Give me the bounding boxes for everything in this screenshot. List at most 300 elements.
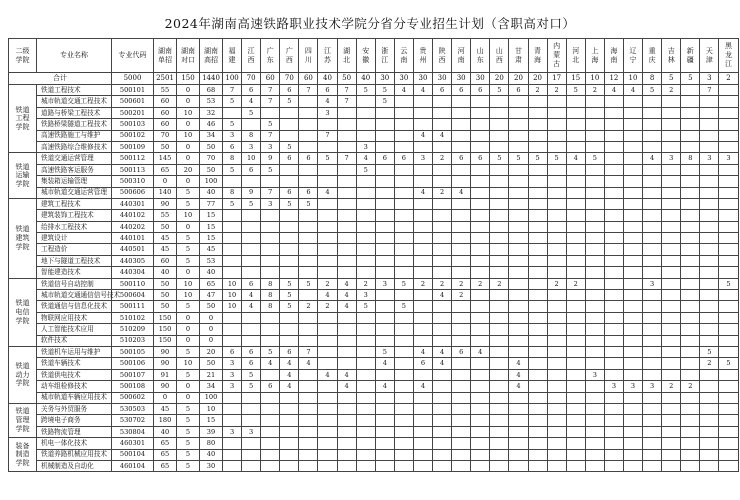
major-code: 530804 <box>112 426 154 437</box>
quota-cell: 5 <box>280 96 299 107</box>
quota-cell <box>585 301 604 312</box>
total-cell: 8 <box>643 73 662 85</box>
quota-cell <box>299 267 318 278</box>
quota-cell <box>719 130 738 141</box>
table-row <box>9 221 739 232</box>
quota-cell: 5 <box>566 85 585 96</box>
quota-cell: 55 <box>154 85 177 96</box>
quota-cell <box>375 244 394 255</box>
major-code: 500601 <box>112 96 154 107</box>
quota-cell <box>223 255 242 266</box>
quota-cell <box>643 244 662 255</box>
quota-cell: 10 <box>223 278 242 289</box>
quota-cell <box>280 221 299 232</box>
quota-cell <box>413 141 432 152</box>
quota-cell: 6 <box>242 358 261 369</box>
quota-cell <box>471 324 490 335</box>
quota-cell <box>547 381 566 392</box>
column-header: 广 西 <box>280 39 299 73</box>
quota-cell <box>433 426 452 437</box>
quota-cell <box>700 130 719 141</box>
quota-cell <box>681 221 700 232</box>
quota-cell <box>604 233 623 244</box>
quota-cell <box>662 130 681 141</box>
quota-cell <box>337 141 356 152</box>
quota-cell: 100 <box>200 392 223 403</box>
quota-cell: 5 <box>643 85 662 96</box>
table-row <box>9 233 739 244</box>
quota-cell: 4 <box>471 346 490 357</box>
quota-cell: 5 <box>719 278 738 289</box>
quota-cell <box>547 335 566 346</box>
quota-cell <box>280 107 299 118</box>
table-row <box>9 198 739 209</box>
document-title: 2024年湖南高速铁路职业技术学院分省分专业招生计划（含职高对口） <box>164 16 576 31</box>
quota-cell <box>375 438 394 449</box>
quota-cell: 7 <box>337 85 356 96</box>
quota-cell <box>643 130 662 141</box>
quota-cell <box>223 176 242 187</box>
quota-cell: 7 <box>299 85 318 96</box>
quota-cell <box>337 119 356 130</box>
column-header: 江 西 <box>242 39 261 73</box>
quota-cell: 8 <box>242 130 261 141</box>
quota-cell: 5 <box>280 141 299 152</box>
quota-cell: 2 <box>413 278 432 289</box>
quota-cell: 10 <box>177 210 200 221</box>
quota-cell <box>433 164 452 175</box>
quota-cell <box>585 244 604 255</box>
table-row <box>9 290 739 301</box>
total-cell: 5 <box>662 73 681 85</box>
quota-cell: 6 <box>223 346 242 357</box>
quota-cell <box>623 335 642 346</box>
quota-cell <box>681 130 700 141</box>
quota-cell <box>318 176 337 187</box>
quota-cell <box>394 176 413 187</box>
quota-cell: 4 <box>318 369 337 380</box>
quota-cell <box>490 210 509 221</box>
quota-cell <box>471 198 490 209</box>
quota-cell <box>604 176 623 187</box>
column-header: 辽 宁 <box>623 39 642 73</box>
quota-cell: 53 <box>200 255 223 266</box>
quota-cell <box>261 369 280 380</box>
table-row <box>9 85 739 96</box>
quota-cell <box>566 141 585 152</box>
quota-cell <box>299 176 318 187</box>
quota-cell <box>623 290 642 301</box>
quota-cell <box>585 130 604 141</box>
quota-cell: 3 <box>585 369 604 380</box>
quota-cell <box>337 130 356 141</box>
table-row <box>9 449 739 460</box>
quota-cell <box>280 312 299 323</box>
quota-cell <box>662 187 681 198</box>
major-code: 510203 <box>112 335 154 346</box>
quota-cell <box>700 96 719 107</box>
quota-cell <box>509 221 528 232</box>
quota-cell: 4 <box>394 85 413 96</box>
table-row <box>9 460 739 471</box>
major-name: 铁路桥梁隧道工程技术 <box>37 119 112 130</box>
table-row <box>9 335 739 346</box>
major-name: 铁道工程技术 <box>37 85 112 96</box>
quota-cell <box>490 438 509 449</box>
major-code: 500113 <box>112 164 154 175</box>
quota-cell: 6 <box>223 141 242 152</box>
quota-cell <box>700 290 719 301</box>
quota-cell <box>394 403 413 414</box>
quota-cell <box>471 233 490 244</box>
quota-cell <box>375 176 394 187</box>
quota-cell: 45 <box>200 244 223 255</box>
quota-cell: 4 <box>337 278 356 289</box>
quota-cell <box>394 358 413 369</box>
quota-cell <box>566 415 585 426</box>
quota-cell <box>604 255 623 266</box>
quota-cell: 4 <box>356 153 375 164</box>
quota-cell: 5 <box>280 301 299 312</box>
quota-cell <box>528 324 547 335</box>
quota-cell <box>375 233 394 244</box>
quota-cell: 0 <box>154 392 177 403</box>
quota-cell <box>299 312 318 323</box>
quota-cell <box>547 130 566 141</box>
quota-cell: 5 <box>177 460 200 471</box>
major-name: 铁道通信与信息化技术 <box>37 301 112 312</box>
quota-cell <box>719 346 738 357</box>
total-cell: 50 <box>337 73 356 85</box>
quota-cell <box>547 438 566 449</box>
quota-cell <box>662 301 681 312</box>
major-code: 500310 <box>112 176 154 187</box>
quota-cell <box>471 255 490 266</box>
quota-cell <box>681 312 700 323</box>
column-header: 贵 州 <box>413 39 432 73</box>
total-cell: 10 <box>585 73 604 85</box>
quota-cell: 5 <box>700 346 719 357</box>
major-name: 人工智能技术应用 <box>37 324 112 335</box>
quota-cell <box>681 141 700 152</box>
quota-cell: 2 <box>547 278 566 289</box>
major-code: 440501 <box>112 244 154 255</box>
quota-cell: 0 <box>200 312 223 323</box>
quota-cell <box>509 324 528 335</box>
quota-cell <box>299 415 318 426</box>
quota-cell <box>566 346 585 357</box>
quota-cell: 0 <box>177 312 200 323</box>
major-name: 集装箱运输管理 <box>37 176 112 187</box>
quota-cell <box>662 426 681 437</box>
quota-cell <box>509 312 528 323</box>
quota-cell <box>261 255 280 266</box>
major-name: 铁道供电技术 <box>37 369 112 380</box>
quota-cell <box>433 449 452 460</box>
quota-cell <box>261 460 280 471</box>
column-header: 山 西 <box>490 39 509 73</box>
quota-cell <box>681 267 700 278</box>
quota-cell <box>585 438 604 449</box>
quota-cell <box>413 403 432 414</box>
quota-cell <box>490 176 509 187</box>
quota-cell <box>719 85 738 96</box>
quota-cell <box>356 221 375 232</box>
quota-cell <box>413 301 432 312</box>
quota-cell <box>242 438 261 449</box>
quota-cell <box>623 164 642 175</box>
quota-cell <box>413 176 432 187</box>
quota-cell: 65 <box>154 449 177 460</box>
quota-cell: 5 <box>223 198 242 209</box>
quota-cell <box>490 426 509 437</box>
total-cell: 2501 <box>154 73 177 85</box>
quota-cell <box>299 130 318 141</box>
quota-cell <box>299 392 318 403</box>
quota-cell <box>585 324 604 335</box>
quota-cell: 2 <box>299 301 318 312</box>
quota-cell <box>681 392 700 403</box>
quota-cell <box>566 358 585 369</box>
quota-cell <box>337 426 356 437</box>
quota-cell <box>223 210 242 221</box>
quota-cell <box>375 290 394 301</box>
major-name: 铁道交通运营管理 <box>37 153 112 164</box>
quota-cell <box>528 426 547 437</box>
quota-cell <box>700 278 719 289</box>
quota-cell <box>394 130 413 141</box>
quota-cell: 6 <box>509 85 528 96</box>
table-row <box>9 403 739 414</box>
quota-cell <box>700 369 719 380</box>
header-row <box>9 39 739 73</box>
quota-cell <box>413 221 432 232</box>
quota-cell <box>242 403 261 414</box>
quota-cell: 5 <box>280 278 299 289</box>
quota-cell <box>299 107 318 118</box>
table-row <box>9 267 739 278</box>
total-cell: 10 <box>623 73 642 85</box>
quota-cell <box>623 392 642 403</box>
quota-cell: 6 <box>242 346 261 357</box>
quota-cell: 90 <box>154 358 177 369</box>
quota-cell <box>452 403 471 414</box>
quota-cell: 4 <box>337 369 356 380</box>
quota-cell <box>509 198 528 209</box>
quota-cell <box>318 210 337 221</box>
major-name: 工程造价 <box>37 244 112 255</box>
quota-cell: 8 <box>223 187 242 198</box>
quota-cell: 5 <box>177 346 200 357</box>
quota-cell <box>261 438 280 449</box>
quota-cell <box>623 153 642 164</box>
quota-cell <box>643 141 662 152</box>
quota-cell <box>280 255 299 266</box>
quota-cell <box>299 426 318 437</box>
quota-cell <box>662 244 681 255</box>
quota-cell <box>719 335 738 346</box>
quota-cell <box>471 141 490 152</box>
quota-cell <box>585 460 604 471</box>
quota-cell <box>623 130 642 141</box>
quota-cell: 5 <box>356 301 375 312</box>
quota-cell <box>280 403 299 414</box>
quota-cell <box>337 358 356 369</box>
quota-cell: 0 <box>200 324 223 335</box>
quota-cell <box>452 381 471 392</box>
total-cell: 30 <box>375 73 394 85</box>
quota-cell <box>662 392 681 403</box>
quota-cell: 4 <box>433 290 452 301</box>
quota-cell <box>413 210 432 221</box>
quota-cell <box>299 119 318 130</box>
quota-cell <box>356 438 375 449</box>
quota-cell <box>623 176 642 187</box>
quota-cell <box>490 119 509 130</box>
total-cell: 30 <box>452 73 471 85</box>
quota-cell: 5 <box>547 153 566 164</box>
major-name: 动车组检修技术 <box>37 381 112 392</box>
quota-cell <box>356 324 375 335</box>
quota-cell <box>528 358 547 369</box>
column-header: 广 东 <box>261 39 280 73</box>
quota-cell: 3 <box>242 141 261 152</box>
quota-cell: 46 <box>200 119 223 130</box>
quota-cell: 15 <box>200 221 223 232</box>
quota-cell: 3 <box>623 381 642 392</box>
quota-cell: 4 <box>413 187 432 198</box>
quota-cell <box>528 290 547 301</box>
major-code: 500604 <box>112 290 154 301</box>
quota-cell <box>318 164 337 175</box>
quota-cell <box>471 358 490 369</box>
total-label: 合计 <box>9 73 112 85</box>
quota-cell <box>223 335 242 346</box>
quota-cell: 6 <box>471 85 490 96</box>
quota-cell <box>566 392 585 403</box>
quota-cell: 5 <box>585 153 604 164</box>
quota-cell: 6 <box>299 153 318 164</box>
quota-cell <box>413 415 432 426</box>
quota-cell <box>585 403 604 414</box>
quota-cell <box>604 267 623 278</box>
total-cell: 17 <box>547 73 566 85</box>
quota-cell <box>528 221 547 232</box>
quota-cell: 3 <box>643 278 662 289</box>
quota-cell <box>375 255 394 266</box>
quota-cell: 6 <box>242 278 261 289</box>
quota-cell <box>452 438 471 449</box>
major-name: 智能建造技术 <box>37 267 112 278</box>
quota-cell <box>566 324 585 335</box>
quota-cell: 9 <box>242 187 261 198</box>
quota-cell: 45 <box>154 244 177 255</box>
quota-cell <box>490 381 509 392</box>
quota-cell: 0 <box>177 324 200 335</box>
quota-cell <box>490 301 509 312</box>
major-code: 440202 <box>112 221 154 232</box>
quota-cell <box>318 233 337 244</box>
quota-cell: 10 <box>177 358 200 369</box>
quota-cell: 6 <box>318 85 337 96</box>
quota-cell <box>318 358 337 369</box>
quota-cell <box>433 96 452 107</box>
quota-cell <box>261 267 280 278</box>
major-name: 机电一体化技术 <box>37 438 112 449</box>
quota-cell <box>509 176 528 187</box>
quota-cell <box>623 107 642 118</box>
quota-cell <box>394 187 413 198</box>
quota-cell <box>662 164 681 175</box>
quota-cell <box>394 290 413 301</box>
quota-cell: 2 <box>490 278 509 289</box>
total-cell: 60 <box>261 73 280 85</box>
major-name: 建筑设计 <box>37 233 112 244</box>
column-header: 青 海 <box>528 39 547 73</box>
quota-cell: 3 <box>223 358 242 369</box>
quota-cell: 4 <box>433 130 452 141</box>
quota-cell <box>643 415 662 426</box>
quota-cell: 3 <box>242 426 261 437</box>
major-name: 铁道养路机械应用技术 <box>37 449 112 460</box>
college-cell: 铁道 建筑 学院 <box>9 198 37 278</box>
quota-cell <box>662 210 681 221</box>
quota-cell <box>681 438 700 449</box>
quota-cell <box>490 312 509 323</box>
quota-cell <box>681 346 700 357</box>
quota-cell <box>413 233 432 244</box>
quota-cell <box>375 210 394 221</box>
quota-cell: 0 <box>177 221 200 232</box>
quota-cell <box>261 324 280 335</box>
quota-cell <box>452 369 471 380</box>
quota-cell <box>261 244 280 255</box>
total-cell: 5000 <box>112 73 154 85</box>
quota-cell <box>700 176 719 187</box>
quota-cell <box>681 233 700 244</box>
quota-cell <box>509 233 528 244</box>
total-cell: 30 <box>413 73 432 85</box>
quota-cell <box>681 460 700 471</box>
quota-cell: 4 <box>337 301 356 312</box>
quota-cell <box>356 255 375 266</box>
quota-cell <box>547 187 566 198</box>
quota-cell <box>528 210 547 221</box>
major-code: 510102 <box>112 312 154 323</box>
quota-cell: 3 <box>700 153 719 164</box>
quota-cell: 10 <box>242 153 261 164</box>
quota-cell <box>318 346 337 357</box>
quota-cell <box>356 176 375 187</box>
quota-cell <box>337 415 356 426</box>
quota-cell: 2 <box>585 85 604 96</box>
quota-cell: 10 <box>177 130 200 141</box>
major-name: 高速铁路客运服务 <box>37 164 112 175</box>
quota-cell <box>318 426 337 437</box>
quota-cell <box>643 210 662 221</box>
quota-cell <box>585 426 604 437</box>
quota-cell <box>242 392 261 403</box>
quota-cell <box>509 438 528 449</box>
quota-cell <box>490 107 509 118</box>
quota-cell <box>452 119 471 130</box>
quota-cell <box>356 381 375 392</box>
quota-cell <box>280 426 299 437</box>
quota-cell: 2 <box>452 290 471 301</box>
major-code: 500108 <box>112 381 154 392</box>
quota-cell <box>413 438 432 449</box>
quota-cell: 2 <box>681 381 700 392</box>
